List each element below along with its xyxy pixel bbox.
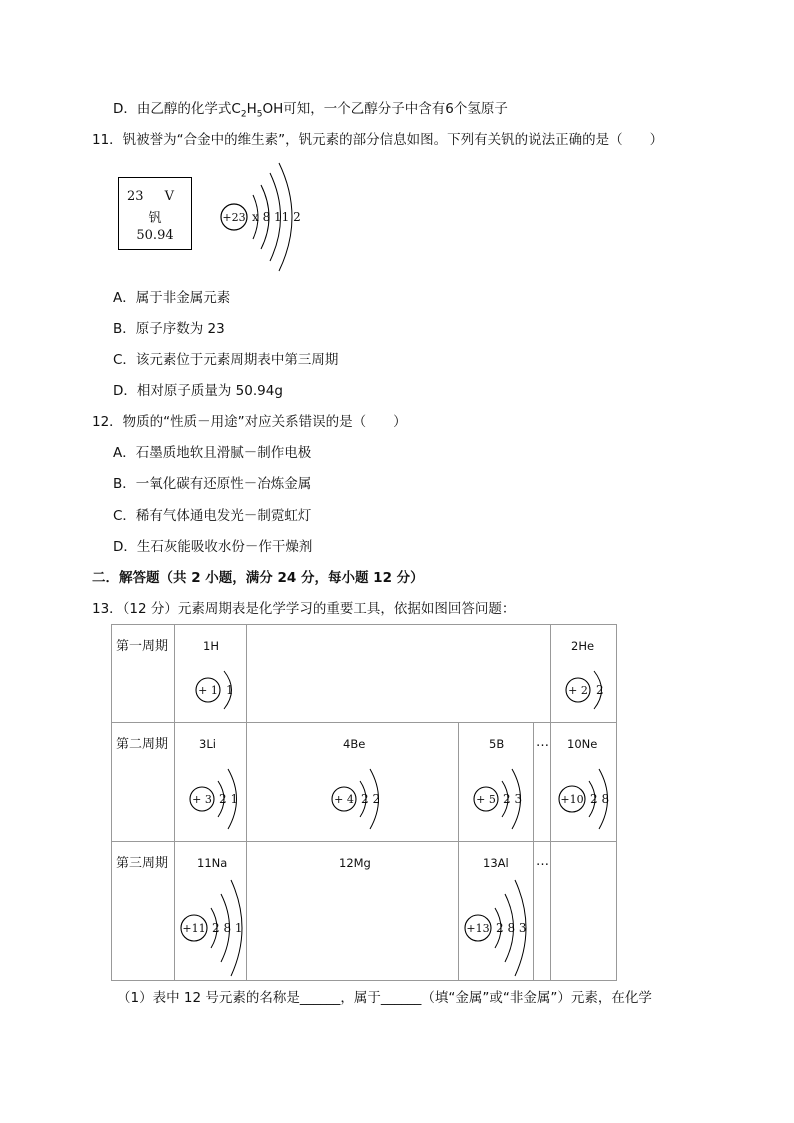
svg-text:2 3: 2 3: [503, 792, 523, 806]
beryllium-atom-diagram: [327, 763, 391, 833]
svg-text:+ 2: + 2: [568, 684, 588, 697]
q11-option-b[interactable]: B．原子序数为 23: [113, 321, 225, 337]
period-2-label: 第二周期: [112, 723, 175, 842]
svg-text:2 8: 2 8: [590, 792, 610, 806]
element-symbol: V: [164, 189, 174, 204]
q13-subquestion-1: （1）表中 12 号元素的名称是______，属于______（填“金属”或“非金属”）元素，在化学: [117, 990, 652, 1006]
element-cell-mg: [247, 842, 459, 981]
q11-option-c[interactable]: C．该元素位于元素周期表中第三周期: [113, 352, 339, 368]
element-label: 1H: [203, 639, 219, 653]
vanadium-element-card: [118, 177, 192, 250]
periodic-table-figure: [111, 624, 617, 981]
atomic-number: 23: [127, 189, 144, 204]
element-name: 钒: [148, 211, 162, 226]
electron-shells: x 8 11 2: [252, 210, 301, 224]
element-cell-h: [175, 625, 247, 723]
element-label: 3Li: [199, 737, 216, 751]
empty-cell: [551, 842, 617, 981]
element-cell-b: [459, 723, 534, 842]
empty-region: [247, 625, 551, 723]
element-cell-be: [247, 723, 459, 842]
ellipsis: …: [536, 854, 549, 869]
boron-atom-diagram: [469, 763, 533, 833]
svg-text:+ 1: + 1: [198, 684, 218, 697]
atomic-mass: 50.94: [136, 228, 174, 243]
q11-stem: 11．钒被誉为“合金中的维生素”，钒元素的部分信息如图。下列有关钒的说法正确的是（ ）: [92, 132, 664, 148]
element-label: 2He: [571, 639, 595, 653]
element-label: 11Na: [197, 856, 228, 870]
svg-text:2 1: 2 1: [219, 792, 239, 806]
svg-text:+10: +10: [560, 793, 584, 806]
element-label: 5B: [489, 737, 505, 751]
aluminum-atom-diagram: [461, 876, 531, 976]
q12-stem: 12．物质的“性质－用途”对应关系错误的是（ ）: [92, 414, 407, 430]
sodium-atom-diagram: [177, 876, 247, 976]
svg-text:1: 1: [226, 683, 234, 697]
element-cell-li: [175, 723, 247, 842]
vanadium-atom-structure-diagram: [215, 155, 310, 275]
helium-atom-diagram: [561, 665, 621, 715]
period-1-label: 第一周期: [112, 625, 175, 723]
lithium-atom-diagram: [185, 763, 249, 833]
element-cell-he: [551, 625, 617, 723]
svg-text:+ 5: + 5: [476, 793, 496, 806]
q12-option-b[interactable]: B．一氧化碳有还原性－冶炼金属: [113, 476, 312, 492]
q12-option-d[interactable]: D．生石灰能吸收水份－作干燥剂: [113, 539, 313, 555]
element-cell-ne: [551, 723, 617, 842]
svg-text:2 2: 2 2: [361, 792, 381, 806]
q13-stem: 13．（12 分）元素周期表是化学学习的重要工具，依据如图回答问题：: [92, 601, 516, 617]
q11-option-a[interactable]: A．属于非金属元素: [113, 290, 231, 306]
svg-text:2 8 3: 2 8 3: [496, 921, 527, 935]
hydrogen-atom-diagram: [191, 665, 251, 715]
q10-option-d: D．由乙醇的化学式$C_2H_5OH$可知，一个乙醇分子中含有6个氢原子: [113, 101, 508, 120]
element-label: 10Ne: [567, 737, 598, 751]
svg-text:+ 4: + 4: [334, 793, 354, 806]
period-3-label: 第三周期: [112, 842, 175, 981]
ellipsis-cell: [534, 842, 551, 981]
element-cell-al: [459, 842, 534, 981]
ellipsis: …: [536, 735, 549, 750]
element-label: 13Al: [483, 856, 509, 870]
element-label: 4Be: [343, 737, 366, 751]
q11-option-d[interactable]: D．相对原子质量为 50.94g: [113, 383, 283, 399]
svg-text:2 8 1: 2 8 1: [212, 921, 243, 935]
ellipsis-cell: [534, 723, 551, 842]
element-cell-na: [175, 842, 247, 981]
svg-text:+ 3: + 3: [192, 793, 212, 806]
svg-text:+11: +11: [182, 922, 206, 935]
section-2-heading: 二．解答题（共 2 小题，满分 24 分，每小题 12 分）: [92, 570, 424, 586]
q12-option-c[interactable]: C．稀有气体通电发光－制霓虹灯: [113, 508, 312, 524]
q12-option-a[interactable]: A．石墨质地软且滑腻－制作电极: [113, 445, 312, 461]
neon-atom-diagram: [555, 763, 619, 833]
svg-text:2: 2: [596, 683, 604, 697]
nucleus-charge: +23: [222, 211, 246, 224]
svg-text:+13: +13: [466, 922, 490, 935]
element-label: 12Mg: [339, 856, 371, 870]
